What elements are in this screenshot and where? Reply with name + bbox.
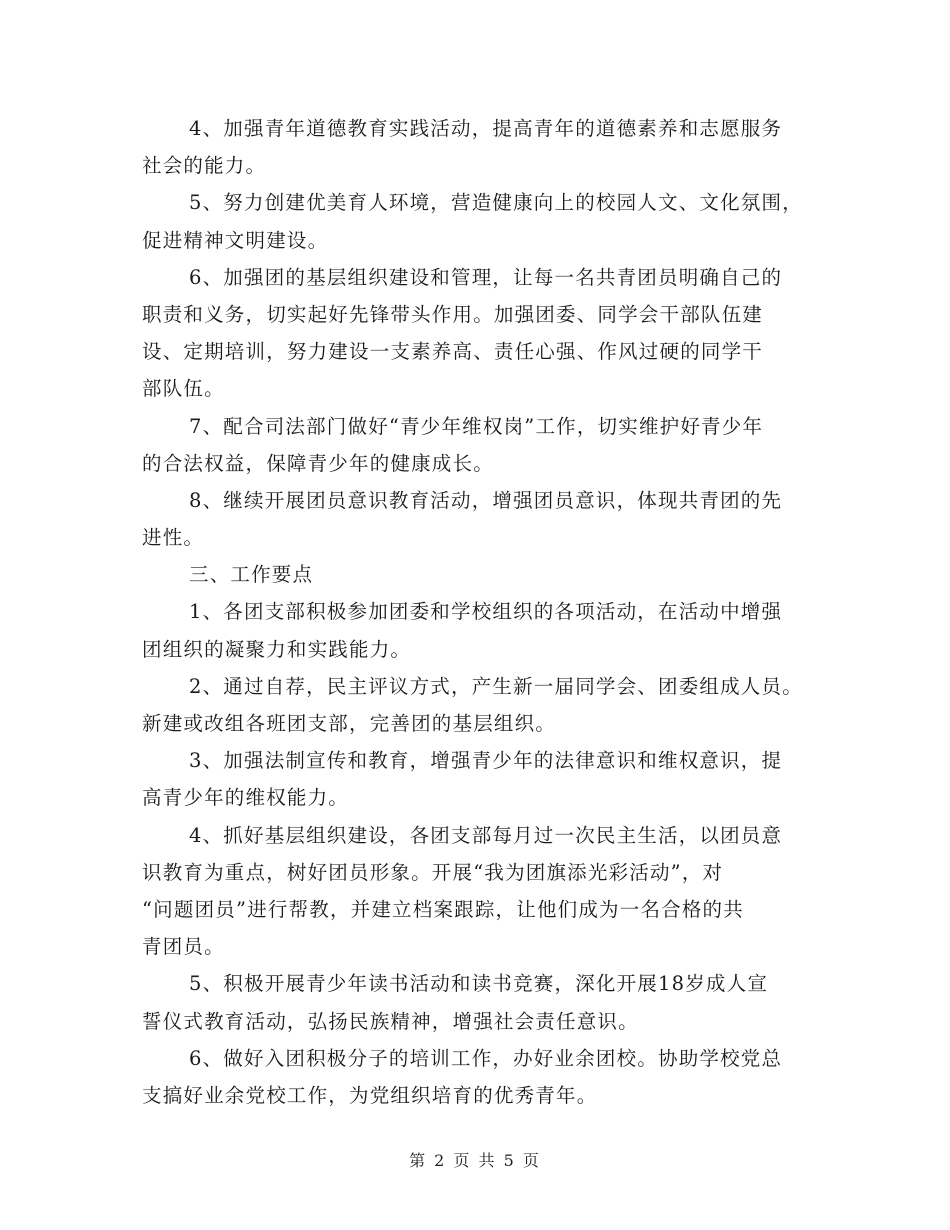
text-line: 6、加强团的基层组织建设和管理，让每一名共青团员明确自己的 [189, 265, 783, 289]
text-line: 7、配合司法部门做好“青少年维权岗”工作，切实维护好青少年 [189, 414, 764, 438]
text-line: 设、定期培训，努力建设一支素养高、责任心强、作风过硬的同学干 [142, 340, 764, 364]
text-line: 6、做好入团积极分子的培训工作，办好业余团校。协助学校党总 [189, 1046, 783, 1070]
text-line: 高青少年的维权能力。 [142, 786, 350, 810]
text-line: 誓仪式教育活动，弘扬民族精神，增强社会责任意识。 [142, 1009, 639, 1033]
page-number-footer: 第 2 页 共 5 页 [409, 1151, 541, 1170]
text-line: 1、各团支部积极参加团委和学校组织的各项活动，在活动中增强 [189, 600, 783, 624]
text-line: 部队伍。 [142, 377, 225, 401]
text-line: 青团员。 [142, 935, 225, 959]
text-line: 支搞好业余党校工作，为党组织培育的优秀青年。 [142, 1083, 598, 1107]
text-line: 进性。 [142, 526, 205, 550]
text-line: 4、加强青年道德教育实践活动，提高青年的道德素养和志愿服务 [189, 117, 783, 140]
text-line: 职责和义务，切实起好先锋带头作用。加强团委、同学会干部队伍建 [142, 302, 764, 326]
text-line: 识教育为重点，树好团员形象。开展“我为团旗添光彩活动”，对 [142, 860, 724, 884]
text-line: 社会的能力。 [142, 154, 267, 178]
text-line: 2、通过自荐，民主评议方式，产生新一届同学会、团委组成人员。 [189, 674, 803, 698]
document-body [142, 110, 812, 1114]
text-line: 5、积极开展青少年读书活动和读书竞赛，深化开展18岁成人宣 [189, 972, 769, 996]
text-line: 的合法权益，保障青少年的健康成长。 [142, 451, 494, 475]
text-line: 团组织的凝聚力和实践能力。 [142, 637, 412, 661]
text-line: 4、抓好基层组织建设，各团支部每月过一次民主生活，以团员意 [189, 823, 783, 847]
text-line: 5、努力创建优美育人环境，营造健康向上的校园人文、文化氛围， [189, 191, 803, 215]
text-line: 3、加强法制宣传和教育，增强青少年的法律意识和维权意识，提 [189, 749, 783, 773]
text-line: 8、继续开展团员意识教育活动，增强团员意识，体现共青团的先 [189, 488, 783, 512]
text-line: “问题团员”进行帮教，并建立档案跟踪，让他们成为一名合格的共 [142, 897, 744, 921]
text-line: 新建或改组各班团支部，完善团的基层组织。 [142, 712, 557, 735]
text-line: 三、工作要点 [189, 563, 314, 587]
text-line: 促进精神文明建设。 [142, 228, 329, 252]
